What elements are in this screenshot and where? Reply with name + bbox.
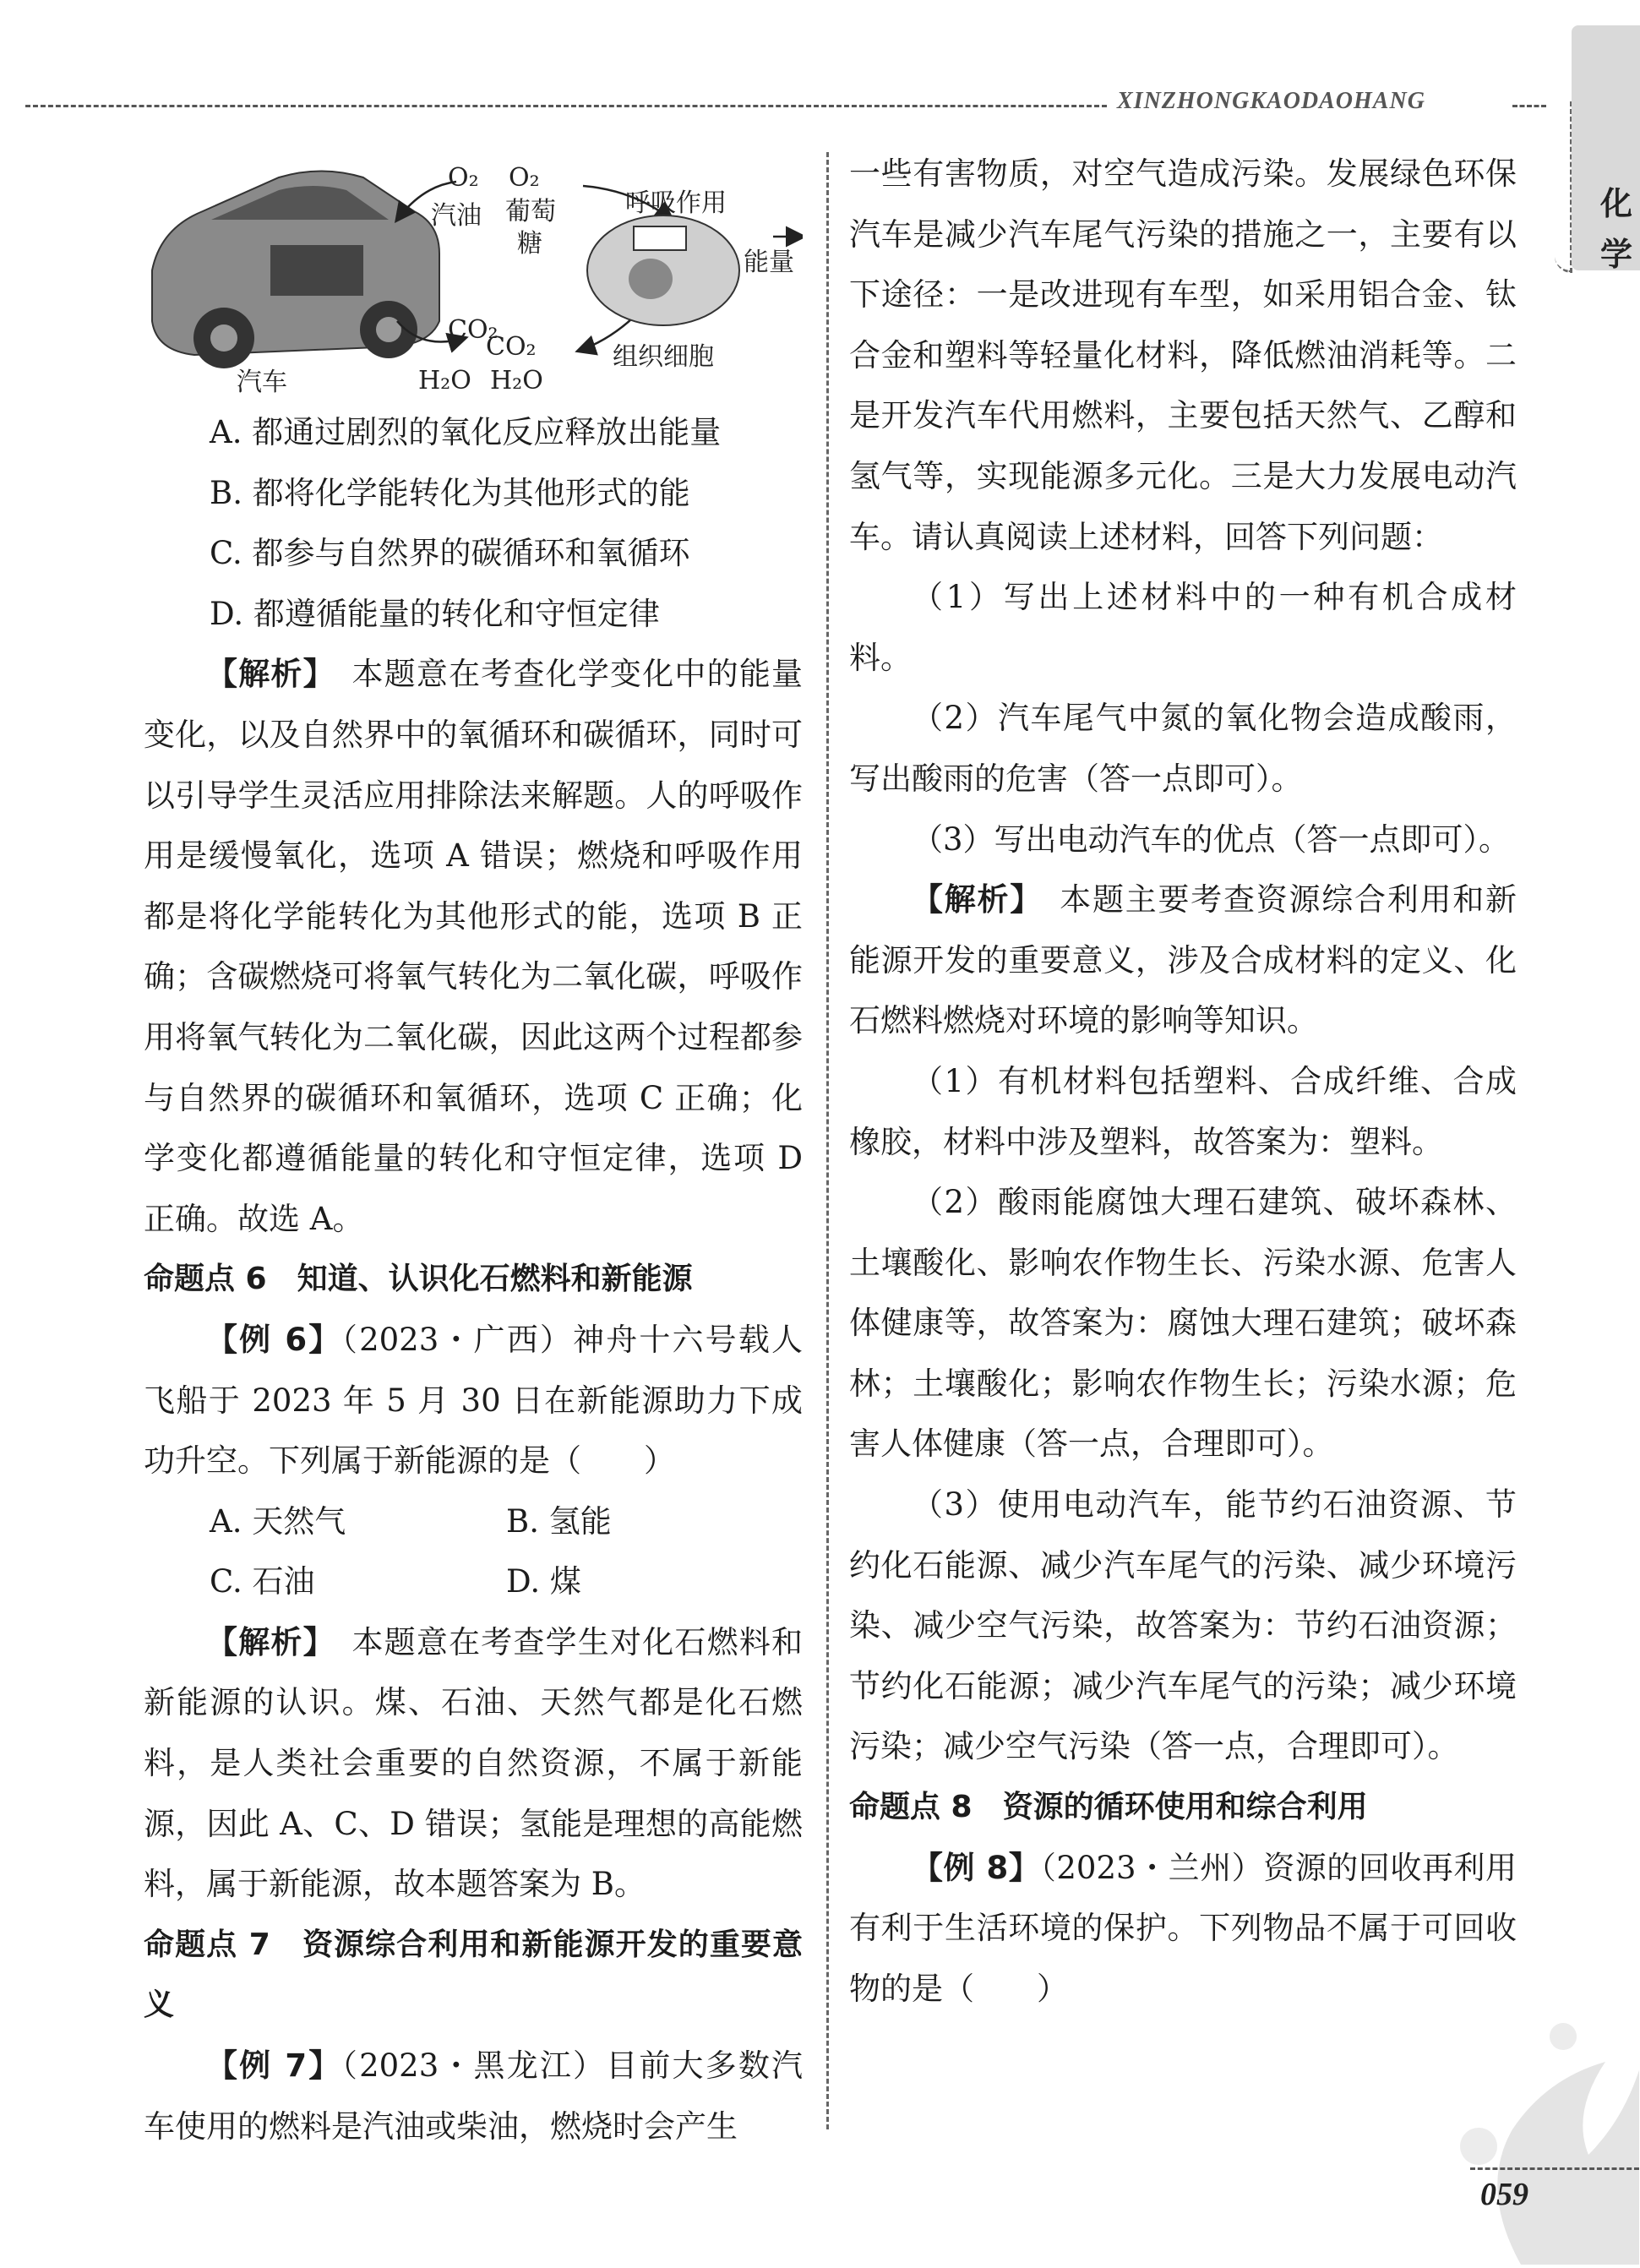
point-8-title: 命题点 8 资源的循环使用和综合利用 [849,1790,1368,1825]
q5-option-a: A. 都通过剧烈的氧化反应释放出能量 [210,414,722,450]
example-6-option-a: A. 天然气 [210,1502,346,1540]
left-column [144,144,803,2156]
decorative-splash [1352,1935,1639,2265]
page-number: 059 [1480,2177,1528,2212]
label-o2-right: O₂ [509,163,540,193]
question-2: （2）汽车尾气中氮的氧化物会造成酸雨，写出酸雨的危害（答一点即可）。 [849,700,1517,797]
example-8-text: （2023・兰州）资源的回收再利用有利于生活环境的保护。下列物品不属于可回收物的是（ ） [849,1849,1517,2007]
example-6-tag: 【例 6】 [206,1321,342,1358]
analysis-7 [849,870,1517,1051]
label-glucose-2: 糖 [517,229,542,259]
label-energy: 能量 [744,248,794,277]
example-6-text: （2023・广西）神舟十六号载人飞船于 2023 年 5 月 30 日在新能源助力下成功升空。下列属于新能源的是（ ） [144,1321,803,1480]
side-tab-dash [1555,101,1572,273]
label-glucose-1: 葡萄 [505,197,556,226]
q5-option-c: C. 都参与自然界的碳循环和氧循环 [210,535,690,572]
example-6-option-b: B. 氢能 [506,1502,612,1540]
analysis-7-tag: 【解析】 [912,881,1027,919]
label-h2o-right: H₂O [490,366,543,395]
running-title: XINZHONGKAODAOHANG [1117,88,1425,114]
analysis-6 [144,1612,803,1915]
analysis-7-text: 本题主要考查资源综合利用和新能源开发的重要意义，涉及合成材料的定义、化石燃料燃烧对环境的影响等知识。 [849,881,1517,1039]
label-respiration: 呼吸作用 [625,188,727,218]
footer-dash-line [1470,2167,1639,2170]
right-column [849,144,1517,2019]
q5-option-d: D. 都遵循能量的转化和守恒定律 [210,595,660,632]
figure-svg [144,144,803,397]
answer-2: （2）酸雨能腐蚀大理石建筑、破坏森林、土壤酸化、影响农作物生长、污染水源、危害人体健康等，故答案为：腐蚀大理石建筑；破坏森林；土壤酸化；影响农作物生长；污染水源；危害人体健康（答一点，合理即可）。 [849,1184,1517,1463]
point-7-title: 命题点 7 资源综合利用和新能源开发的重要意义 [144,1927,803,2023]
car-illustration [152,172,439,369]
analysis-5-text: 本题意在考查化学变化中的能量变化，以及自然界中的氧循环和碳循环，同时可以引导学生灵活应用排除法来解题。人的呼吸作用是缓慢氧化，选项 A 错误；燃烧和呼吸作用都是将化学能转化为其他形式的能，选项 B 正确；含碳燃烧可将氧气转化为二氧化碳，呼吸作用将氧气转化为二氧化碳，因此这两个过程都参与自然界的碳循环和氧循环，选项 C 正确；化学变化都遵循能量的转化和守恒定律，选项 D 正确。故选 A。 [144,656,804,1237]
point-6-title: 命题点 6 知道、认识化石燃料和新能源 [144,1262,693,1297]
header-dash-line [25,105,1107,107]
label-tissue-cell: 组织细胞 [613,342,714,372]
analysis-5-tag: 【解析】 [206,656,320,693]
analysis-6-tag: 【解析】 [206,1623,320,1660]
label-car: 汽车 [237,368,287,397]
tissue-cell-illustration [587,215,739,325]
example-6-options-row-2 [144,1551,803,1612]
example-6-option-c: C. 石油 [210,1563,315,1600]
analysis-5 [144,644,803,1249]
subject-tab-char-2: 学 [1600,236,1633,273]
analysis-6-text: 本题意在考查学生对化石燃料和新能源的认识。煤、石油、天然气都是化石燃料，是人类社会重要的自然资源，不属于新能源，因此 A、C、D 错误；氢能是理想的高能燃料，属于新能源，故本题答案为 B。 [144,1623,804,1903]
example-6-options-row-1 [144,1491,803,1552]
label-co2-left: CO₂ [448,315,499,345]
column-divider [826,152,829,2129]
q5-option-b: B. 都将化学能转化为其他形式的能 [210,474,690,511]
subject-tab-char-1: 化 [1600,185,1633,222]
label-h2o-left: H₂O [418,366,471,395]
example-6-option-d: D. 煤 [506,1563,581,1600]
example-7 [144,2036,803,2156]
label-gasoline: 汽油 [431,201,482,231]
example-8-tag: 【例 8】 [912,1849,1041,1886]
example-7-text: （2023・黑龙江）目前大多数汽车使用的燃料是汽油或柴油，燃烧时会产生 [144,2047,803,2145]
label-o2-left: O₂ [448,163,479,193]
header-dash-tail [1512,105,1546,107]
answer-1: （1）有机材料包括塑料、合成纤维、合成橡胶，材料中涉及塑料，故答案为：塑料。 [849,1062,1517,1160]
question-3: （3）写出电动汽车的优点（答一点即可）。 [912,821,1511,858]
example-6 [144,1310,803,1491]
label-co2-right: CO₂ [486,332,537,362]
subject-tab [1572,25,1640,273]
example-7-continued: 一些有害物质，对空气造成污染。发展绿色环保汽车是减少汽车尾气污染的措施之一，主要有以下途径：一是改进现有车型，如采用铝合金、钛合金和塑料等轻量化材料，降低燃油消耗等。二是开发汽车代用燃料，主要包括天然气、乙醇和氢气等，实现能源多元化。三是大力发展电动汽车。请认真阅读上述材料，回答下列问题： [849,155,1517,555]
example-7-tag: 【例 7】 [206,2047,342,2085]
answer-3: （3）使用电动汽车，能节约石油资源、节约化石能源、减少汽车尾气的污染、减少环境污染、减少空气污染，故答案为：节约石油资源；节约化石能源；减少汽车尾气的污染；减少环境污染；减少空气污染（答一点，合理即可）。 [849,1486,1517,1765]
car-respiration-figure [144,144,803,397]
question-1: （1）写出上述材料中的一种有机合成材料。 [849,579,1517,676]
